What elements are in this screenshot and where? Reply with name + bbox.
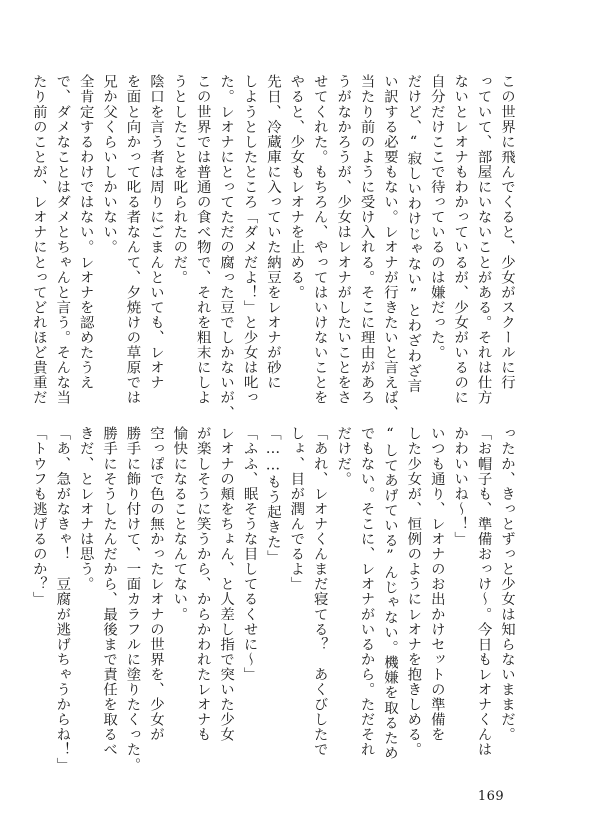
text-line: この世界では普通の食べ物で、それを粗末にしよ xyxy=(194,74,211,406)
lower-text-block xyxy=(26,426,518,772)
text-line: レオナの頬をちょん、と人差し指で突いた少女 xyxy=(218,426,235,743)
text-line: この世界に飛んでくると、少女がスクールに行 xyxy=(499,74,515,391)
text-line: だけだ。 xyxy=(335,426,352,487)
text-line: 陰口を言う者は周りにごまんといても、レオナ xyxy=(147,74,164,391)
text-line: 「あ、急がなきゃ！ 豆腐が逃げちゃうからね！」 xyxy=(54,426,71,773)
text-line: たり前のことが、レオナにとってどれほど貴重だ xyxy=(30,74,47,406)
text-line: 「……もう起きた」 xyxy=(264,426,281,565)
text-line: いつも通り、レオナのお出かけセットの準備を xyxy=(428,426,445,743)
text-line: っていて、部屋にいないことがある。それは仕方 xyxy=(475,74,492,406)
text-line: きだ、とレオナは思う。 xyxy=(77,426,94,592)
text-line: だけど、“寂しいわけじゃない”とわざわざ言 xyxy=(405,74,422,394)
text-line: 愉快になることなんてない。 xyxy=(171,426,188,622)
text-line: 先日、冷蔵庫に入っていた納豆をレオナが砂に xyxy=(264,74,281,391)
text-line: 「トウフも逃げるのか？」 xyxy=(30,426,47,607)
text-line: で、ダメなことはダメとちゃんと言う。そんな当 xyxy=(54,74,71,406)
text-line: が楽しそうに笑うから、からかわれたレオナも xyxy=(194,426,211,743)
text-line: やると、少女もレオナを止める。 xyxy=(288,74,305,300)
text-line: 全肯定するわけではない。レオナを認めたうえ xyxy=(77,74,94,391)
page-number: 169 xyxy=(477,789,505,804)
text-line: かわいいね〜！」 xyxy=(452,426,469,547)
text-line: 「あれ、レオナくんまだ寝てる？ あくびしたで xyxy=(311,426,328,758)
text-line: せてくれた。もちろん、やってはいけないことを xyxy=(311,74,328,406)
text-line: うがなかろうが、少女はレオナがしたいことをさ xyxy=(335,74,352,406)
text-line: “してあげている”んじゃない。機嫌を取るため xyxy=(381,426,398,761)
text-line: 勝手にそうしたんだから、最後まで責任を取るべ xyxy=(101,426,118,758)
text-line: ないとレオナもわかっているが、少女がいるのに xyxy=(452,74,469,406)
text-line: 自分だけここで待っているのは嫌だった。 xyxy=(428,74,445,360)
text-line: 空っぽで色の無かったレオナの世界を、少女が xyxy=(147,426,164,743)
text-line: を面と向かって叱る者なんて、夕焼けの草原では xyxy=(124,74,141,406)
text-line: 「お帽子も、準備おっけ〜。今日もレオナくんは xyxy=(475,426,492,758)
text-line: ったか、きっとずっと少女は知らないままだ。 xyxy=(499,426,515,743)
text-line: した少女が、恒例のようにレオナを抱きしめる。 xyxy=(405,426,422,758)
upper-text-block xyxy=(26,74,518,420)
text-line: た。レオナにとってただの腐った豆でしかないが、 xyxy=(218,74,235,421)
text-line: 「ふふ、眠そうな目してるくせに〜」 xyxy=(241,426,258,682)
text-line: うとしたことを叱られたのだ。 xyxy=(171,74,188,285)
text-line: 勝手に飾り付けて、一面カラフルに塗りたくった。 xyxy=(124,426,141,773)
text-line: 兄か父くらいしかいない。 xyxy=(101,74,118,255)
text-line: 当たり前のように受け入れる。そこに理由があろ xyxy=(358,74,375,406)
text-line: でもない。そこに、レオナがいるから。ただそれ xyxy=(358,426,375,758)
text-line: しょ、目が潤んでるよ」 xyxy=(288,426,305,592)
text-line: しようとしたところ「ダメだよ！」と少女は叱っ xyxy=(241,74,258,406)
text-line: い訳する必要もない。レオナが行きたいと言えば、 xyxy=(381,74,398,421)
